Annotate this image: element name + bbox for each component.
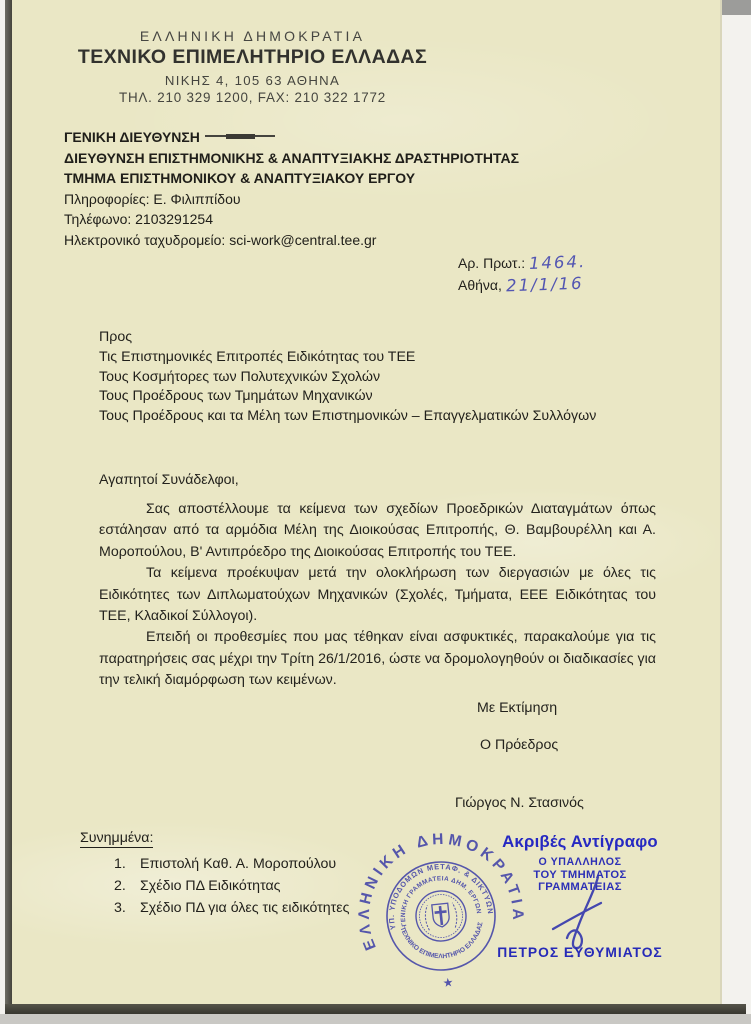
contact-email-line: Ηλεκτρονικό ταχυδρομείο: sci-work@central.tee.gr: [64, 231, 377, 248]
attachment-number: 2.: [114, 878, 126, 894]
protocol-date-handwritten: 21/1/16: [505, 273, 584, 296]
protocol-place-label: Αθήνα,: [458, 277, 502, 293]
closing-title: Ο Πρόεδρος: [480, 737, 559, 753]
attachment-number: 3.: [114, 900, 126, 916]
letter-body: [99, 499, 656, 692]
attachment-text: Σχέδιο ΠΔ για όλες τις ειδικότητες: [140, 900, 350, 916]
body-paragraph: Τα κείμενα προέκυψαν μετά την ολοκλήρωση των διεργασιών με όλες τις Ειδικότητες των Διπλωματούχων Μηχανικών (Σχολές, Τμήματα, ΕΕΕ Ειδικότητας του ΤΕΕ, Κλαδικοί Σύλλογοι).: [99, 565, 656, 625]
stamp-inner-ring-text: ΓΕΝΙΚΗ ΓΡΑΜΜΑΤΕΙΑ ΔΗΜ. ΕΡΓΩΝ: [399, 875, 482, 928]
letterhead: [55, 28, 450, 105]
attachment-text: Επιστολή Καθ. Α. Μοροπούλου: [140, 856, 337, 872]
certification-line: ΤΟΥ ΤΜΗΜΑΤΟΣ ΓΡΑΜΜΑΤΕΙΑΣ: [533, 869, 627, 893]
protocol-block: [458, 252, 586, 296]
attachment-text: Σχέδιο ΠΔ Ειδικότητας: [140, 878, 281, 894]
department-line: ΓΕΝΙΚΗ ΔΙΕΥΘΥΝΣΗ: [64, 129, 200, 145]
scanner-background-corner: [718, 0, 751, 15]
certification-line: Ο ΥΠΑΛΛΗΛΟΣ: [538, 856, 622, 868]
attachment-number: 1.: [114, 856, 126, 872]
attachments-list: [114, 853, 349, 919]
attachment-item: [114, 875, 349, 897]
department-line: ΔΙΕΥΘΥΝΣΗ ΕΠΙΣΤΗΜΟΝΙΚΗΣ & ΑΝΑΠΤΥΞΙΑΚΗΣ ΔΡΑΣΤΗΡΙΟΤΗΤΑΣ: [64, 149, 520, 166]
scan-edge-left: [5, 0, 12, 1012]
country-name: ΕΛΛΗΝΙΚΗ ΔΗΜΟΚΡΑΤΙΑ: [139, 28, 366, 44]
body-paragraph: Σας αποστέλλουμε τα κείμενα των σχεδίων Προεδρικών Διαταγμάτων όπως εστάλησαν από τα αρμόδια Μέλη της Διοικούσας Επιτροπής, Θ. Βαμβουρέλλη και Α. Μοροπούλου, Β' Αντιπρόεδρο της Διοικούσας Επιτροπής του ΤΕΕ.: [99, 501, 656, 560]
salutation: Αγαπητοί Συνάδελφοι,: [99, 472, 239, 488]
signer-name: Γιώργος Ν. Στασινός: [455, 795, 584, 811]
recipients-to-label: Προς: [99, 329, 133, 345]
attachment-item: [114, 853, 349, 875]
protocol-number-label: Αρ. Πρωτ.:: [458, 255, 526, 271]
recipient-line: Τους Προέδρους των Τμημάτων Μηχανικών: [99, 388, 373, 405]
stamp-coat-of-arms-icon: [424, 902, 458, 930]
attachments-block: [80, 830, 349, 919]
scan-edge-bottom: [5, 1004, 746, 1014]
attachment-item: [114, 897, 349, 919]
recipient-line: Τις Επιστημονικές Επιτροπές Ειδικότητας του ΤΕΕ: [99, 348, 416, 365]
organization-name: ΤΕΧΝΙΚΟ ΕΠΙΜΕΛΗΤΗΡΙΟ ΕΛΛΑΔΑΣ: [77, 46, 428, 68]
contact-phone-line: Τηλέφωνο: 2103291254: [64, 211, 213, 228]
stamp-outer-text: ΕΛΛΗΝΙΚΗ ΔΗΜΟΚΡΑΤΙΑ: [355, 830, 527, 953]
scan-edge-bottom-light: [0, 1014, 751, 1024]
protocol-number-handwritten: 1464.: [528, 252, 587, 273]
stamp-star-icon: ★: [441, 975, 455, 991]
contact-info-line: Πληροφορίες: Ε. Φιλιππίδου: [64, 190, 241, 207]
recipients-block: [99, 328, 596, 427]
organization-address: ΝΙΚΗΣ 4, 105 63 ΑΘΗΝΑ: [164, 73, 341, 88]
closing-regards: Με Εκτίμηση: [477, 700, 558, 716]
stamp-ring-text: ΥΠ. ΥΠΟΔΟΜΩΝ ΜΕΤΑΦ. & ΔΙΚΤΥΩΝ: [387, 862, 495, 931]
certification-name: ΠΕΤΡΟΣ ΕΥΘΥΜΙΑΤΟΣ: [497, 945, 663, 960]
department-line: ΤΜΗΜΑ ΕΠΙΣΤΗΜΟΝΙΚΟΥ & ΑΝΑΠΤΥΞΙΑΚΟΥ ΕΡΓΟΥ: [64, 170, 416, 187]
attachments-heading: Συνημμένα:: [80, 830, 154, 846]
certification-title: Ακριβές Αντίγραφο: [502, 832, 658, 851]
recipient-line: Τους Κοσμήτορες των Πολυτεχνικών Σχολών: [99, 368, 381, 385]
stamp-bottom-text: ΤΕΧΝΙΚΟ ΕΠΙΜΕΛΗΤΗΡΙΟ ΕΛΛΑΔΑΣ: [398, 921, 485, 961]
department-block: [64, 127, 519, 251]
body-paragraph: Επειδή οι προθεσμίες που μας τέθηκαν είναι ασφυκτικές, παρακαλούμε για τις παρατηρήσεις σας μέχρι την Τρίτη 26/1/2016, ώστε να δρομολογηθούν οι διαδικασίες για την τελική διαμόρφωση των κειμένων.: [99, 629, 656, 689]
recipient-line: Τους Προέδρους και τα Μέλη των Επιστημονικών – Επαγγελματικών Συλλόγων: [99, 408, 597, 425]
organization-phone-fax: ΤΗΛ. 210 329 1200, FAX: 210 322 1772: [118, 90, 387, 105]
